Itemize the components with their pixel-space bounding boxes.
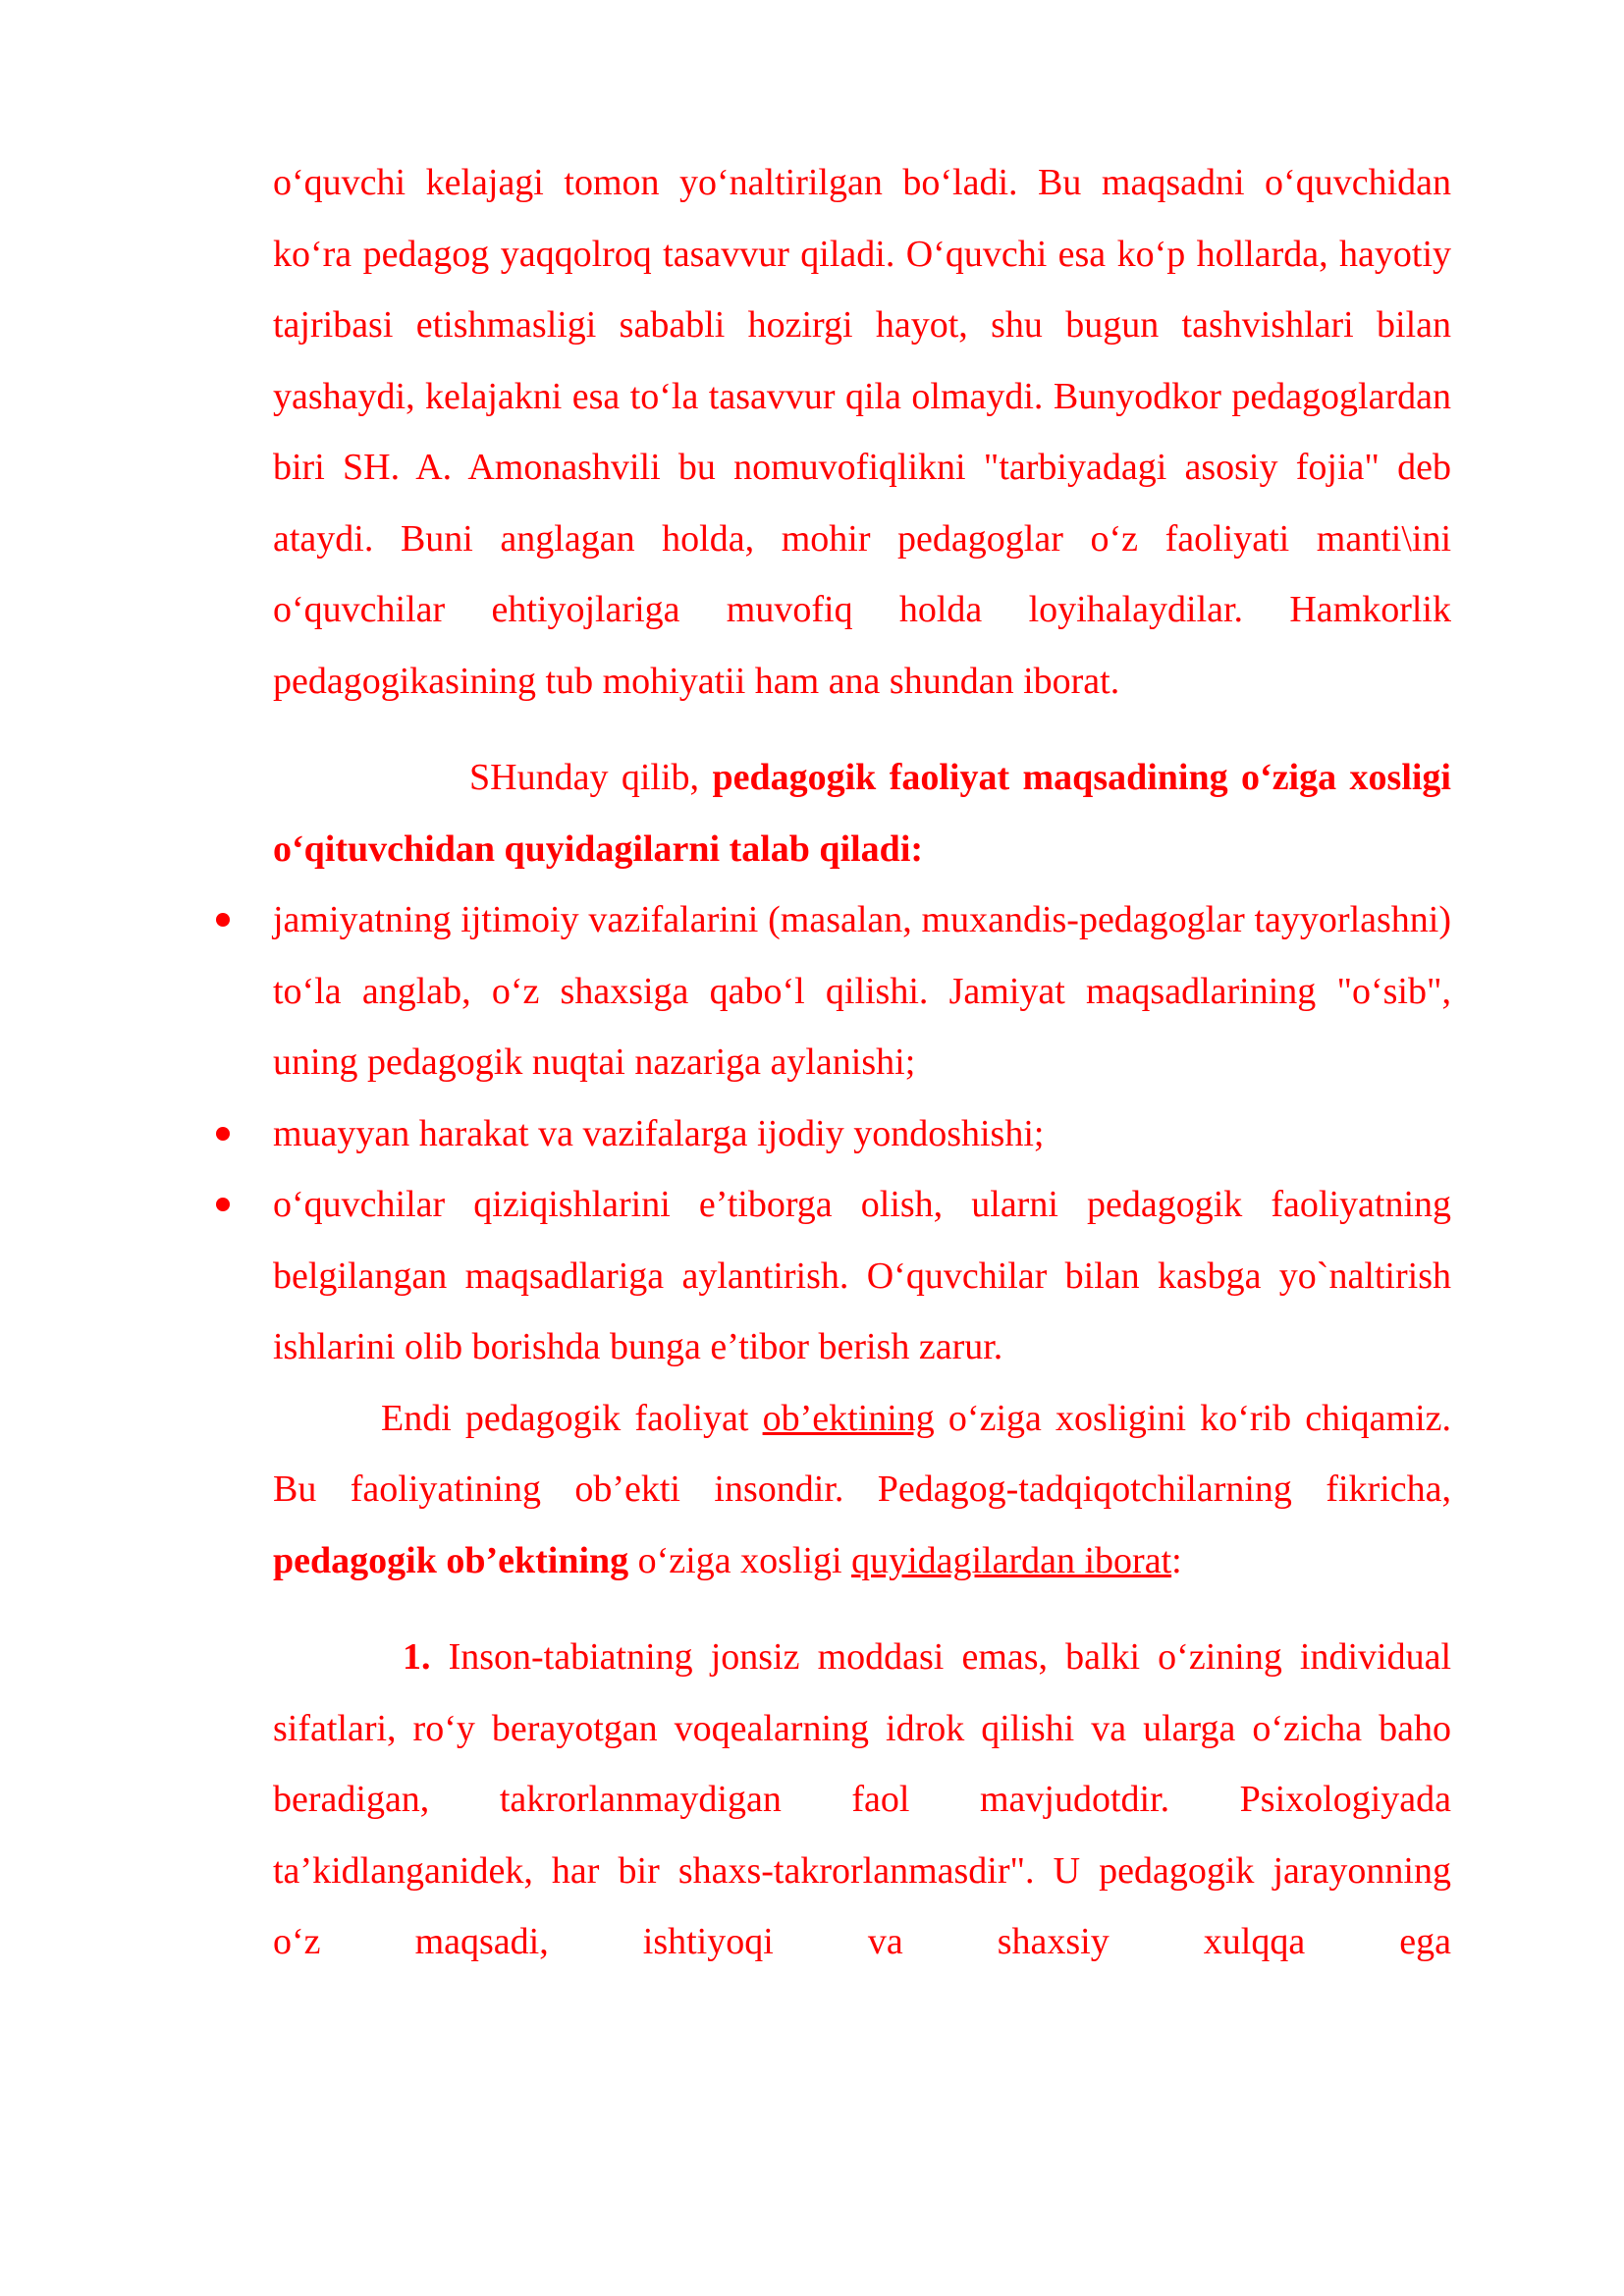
bullet-icon bbox=[216, 913, 230, 927]
paragraph-3-underline-1: ob’ektining bbox=[762, 1397, 935, 1439]
list-item-text: o‘quvchilar qiziqishlarini e’tiborga olish, ularni pedagogik faoliyatning belgilangan maqsadlariga aylantirish. O‘quvchilar bilan kasbga yo`naltirish ishlarini olib borishda bunga e’tibor berish zarur. bbox=[273, 1184, 1451, 1367]
bullet-icon bbox=[216, 1127, 230, 1141]
list-item-text: muayyan harakat va vazifalarga ijodiy yondoshishi; bbox=[273, 1112, 1045, 1154]
paragraph-3-part3: o‘ziga xosligi bbox=[628, 1539, 852, 1581]
paragraph-3-part1: Endi pedagogik faoliyat bbox=[381, 1397, 763, 1439]
paragraph-2 bbox=[273, 742, 1451, 884]
paragraph-3-part2: o‘ziga xosligini ko‘rib chiqamiz. Bu faoliyatining ob’ekti insondir. Pedagog-tadqiqotchilarning fikricha, bbox=[273, 1397, 1451, 1510]
list-item-text: jamiyatning ijtimoiy vazifalarini (masalan, muxandis-pedagoglar tayyorlashni) to‘la anglab, o‘z shaxsiga qabo‘l qilishi. Jamiyat maqsadlarining "o‘sib", uning pedagogik nuqtai nazariga aylanishi; bbox=[273, 899, 1451, 1083]
paragraph-4 bbox=[273, 1622, 1451, 1978]
paragraph-3 bbox=[273, 1383, 1451, 1597]
list-item bbox=[273, 1169, 1451, 1383]
paragraph-2-lead: SHunday qilib, bbox=[469, 757, 713, 798]
document-page bbox=[273, 147, 1451, 1978]
paragraph-4-text: Inson-tabiatning jonsiz moddasi emas, balki o‘zining individual sifatlari, ro‘y berayotgan voqealarning idrok qilishi va ularga o‘zicha baho beradigan, takrorlanmaydigan faol mavjudotdir. Psixologiyada ta’kidlanganidek, har bir shaxs-takrorlanmasdir". U pedagogik jarayonning o‘z maqsadi, ishtiyoqi va shaxsiy xulqqa ega bbox=[273, 1636, 1451, 1962]
requirements-list bbox=[273, 884, 1451, 1383]
list-item bbox=[273, 884, 1451, 1098]
bullet-icon bbox=[216, 1198, 230, 1211]
paragraph-4-number: 1. bbox=[403, 1636, 431, 1678]
paragraph-3-underline-2: quyidagilardan iborat bbox=[851, 1539, 1172, 1581]
paragraph-3-bold: pedagogik ob’ektining bbox=[273, 1539, 629, 1581]
list-item bbox=[273, 1098, 1451, 1170]
paragraph-1: o‘quvchi kelajagi tomon yo‘naltirilgan bo‘ladi. Bu maqsadni o‘quvchidan ko‘ra pedagog yaqqolroq tasavvur qiladi. O‘quvchi esa ko‘p hollarda, hayotiy tajribasi etishmasligi sababli hozirgi hayot, shu bugun tashvishlari bilan yashaydi, kelajakni esa to‘la tasavvur qila olmaydi. Bunyodkor pedagoglardan biri SH. A. Amonashvili bu nomuvofiqlikni "tarbiyadagi asosiy fojia" deb ataydi. Buni anglagan holda, mohir pedagoglar o‘z faoliyati manti\ini o‘quvchilar ehtiyojlariga muvofiq holda loyihalaydilar. Hamkorlik pedagogikasining tub mohiyatii ham ana shundan iborat. bbox=[273, 162, 1451, 702]
paragraph-3-part4: : bbox=[1171, 1539, 1182, 1581]
paragraph-2-bold: pedagogik faoliyat maqsadining o‘ziga xosligi o‘qituvchidan quyidagilarni talab qiladi: bbox=[273, 757, 1451, 870]
